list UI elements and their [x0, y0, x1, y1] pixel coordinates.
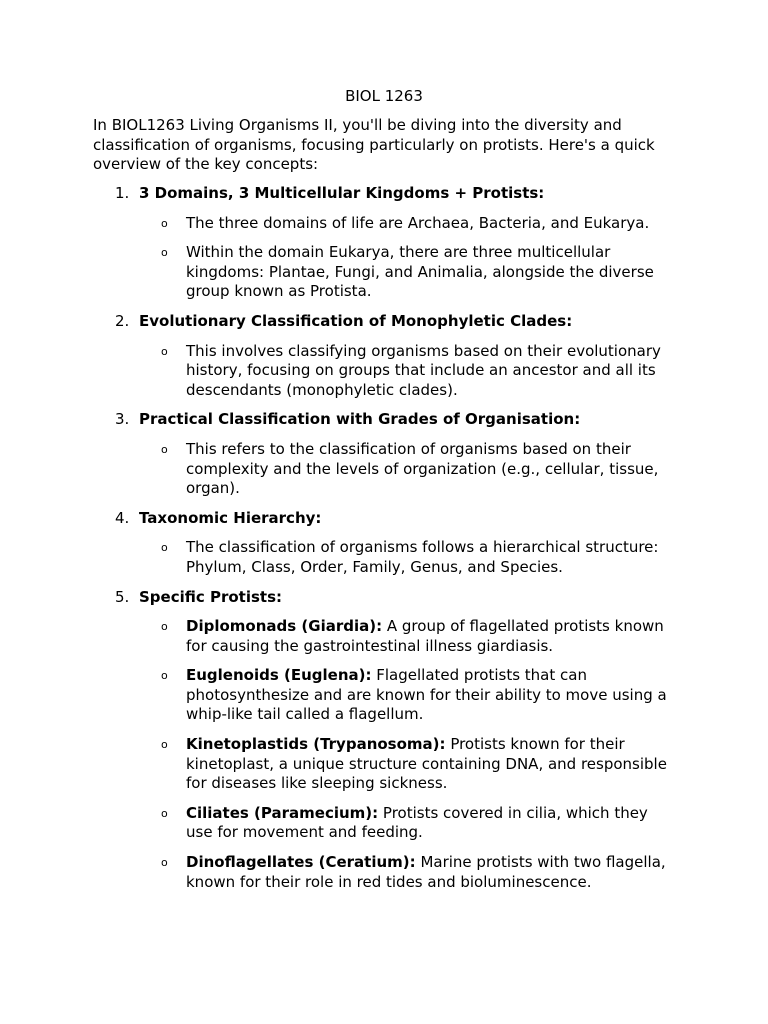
topic-heading: 3 Domains, 3 Multicellular Kingdoms + Protists:: [139, 184, 545, 202]
topic-list: [0, 184, 768, 902]
sub-bullet-list: [0, 617, 768, 892]
sub-bullet-item: [0, 666, 768, 725]
sub-bullet-item: [0, 617, 768, 656]
circle-bullet-icon: o: [161, 541, 168, 555]
sub-bullet-item: [0, 735, 768, 794]
sub-bullet-list: [0, 538, 768, 577]
sub-bullet-text: [186, 617, 678, 656]
sub-bullet-text: [186, 666, 678, 725]
intro-paragraph: In BIOL1263 Living Organisms II, you'll be diving into the diversity and classification of organisms, focusing particularly on protists. Here's a quick overview of the key concepts:: [93, 116, 655, 174]
topic-heading: Evolutionary Classification of Monophyletic Clades:: [139, 311, 573, 330]
circle-bullet-icon: o: [161, 669, 168, 683]
circle-bullet-icon: o: [161, 806, 168, 820]
topic-item: [0, 184, 768, 302]
circle-bullet-icon: o: [161, 620, 168, 634]
sub-bullet-item: [0, 853, 768, 892]
topic-number: 3.: [115, 410, 130, 429]
topic-item: [0, 509, 768, 578]
topic-item: [0, 312, 768, 400]
topic-item: [0, 588, 768, 893]
topic-number: 2.: [115, 311, 130, 330]
sub-bullet-item: [0, 214, 768, 234]
sub-bullet-text: [186, 804, 678, 843]
sub-bullet-item: [0, 440, 768, 499]
protist-term: Euglenoids (Euglena):: [186, 666, 372, 685]
sub-bullet-list: [0, 342, 768, 401]
sub-bullet-text: [186, 735, 678, 794]
protist-term: Dinoflagellates (Ceratium):: [186, 853, 416, 872]
topic-heading: Taxonomic Hierarchy:: [139, 508, 322, 527]
sub-bullet-text: [186, 243, 678, 302]
circle-bullet-icon: o: [161, 442, 168, 456]
topic-number: 4.: [115, 508, 130, 527]
circle-bullet-icon: o: [161, 344, 168, 358]
bullet-description: The three domains of life are Archaea, Bacteria, and Eukarya.: [186, 213, 650, 232]
circle-bullet-icon: o: [161, 738, 168, 752]
protist-term: Diplomonads (Giardia):: [186, 617, 383, 636]
sub-bullet-item: [0, 804, 768, 843]
sub-bullet-text: [186, 538, 678, 577]
sub-bullet-text: [186, 214, 678, 234]
sub-bullet-text: [186, 440, 678, 499]
document-title: BIOL 1263: [345, 87, 423, 105]
circle-bullet-icon: o: [161, 216, 168, 230]
topic-number: 5.: [115, 587, 130, 606]
topic-heading: Specific Protists:: [139, 587, 283, 606]
bullet-description: Protists known for their kinetoplast, a unique structure containing DNA, and responsible for diseases like sleeping sickness.: [186, 735, 667, 793]
sub-bullet-item: [0, 342, 768, 401]
circle-bullet-icon: o: [161, 246, 168, 260]
sub-bullet-item: [0, 243, 768, 302]
sub-bullet-text: [186, 853, 678, 892]
bullet-description: This involves classifying organisms based on their evolutionary history, focusing on groups that include an ancestor and all its descendants (monophyletic clades).: [186, 341, 661, 399]
protist-term: Kinetoplastids (Trypanosoma):: [186, 735, 446, 754]
bullet-description: This refers to the classification of organisms based on their complexity and the levels of organization (e.g., cellular, tissue, organ).: [186, 439, 659, 498]
bullet-description: Marine protists with two flagella, known for their role in red tides and bioluminescence.: [186, 853, 666, 891]
sub-bullet-list: [0, 440, 768, 499]
sub-bullet-list: [0, 214, 768, 302]
bullet-description: Flagellated protists that can photosynthesize and are known for their ability to move using a whip-like tail called a flagellum.: [186, 666, 667, 724]
sub-bullet-item: [0, 538, 768, 577]
topic-number: 1.: [115, 184, 130, 202]
protist-term: Ciliates (Paramecium):: [186, 803, 379, 822]
bullet-description: Protists covered in cilia, which they use for movement and feeding.: [186, 803, 648, 842]
bullet-description: Within the domain Eukarya, there are three multicellular kingdoms: Plantae, Fungi, and Animalia, alongside the diverse group known as Protista.: [186, 243, 654, 301]
topic-heading: Practical Classification with Grades of Organisation:: [139, 410, 581, 429]
topic-item: [0, 410, 768, 498]
bullet-description: The classification of organisms follows a hierarchical structure: Phylum, Class, Order, Family, Genus, and Species.: [186, 538, 659, 576]
bullet-description: A group of flagellated protists known for causing the gastrointestinal illness giardiasis.: [186, 617, 664, 655]
circle-bullet-icon: o: [161, 856, 168, 870]
sub-bullet-text: [186, 342, 678, 401]
